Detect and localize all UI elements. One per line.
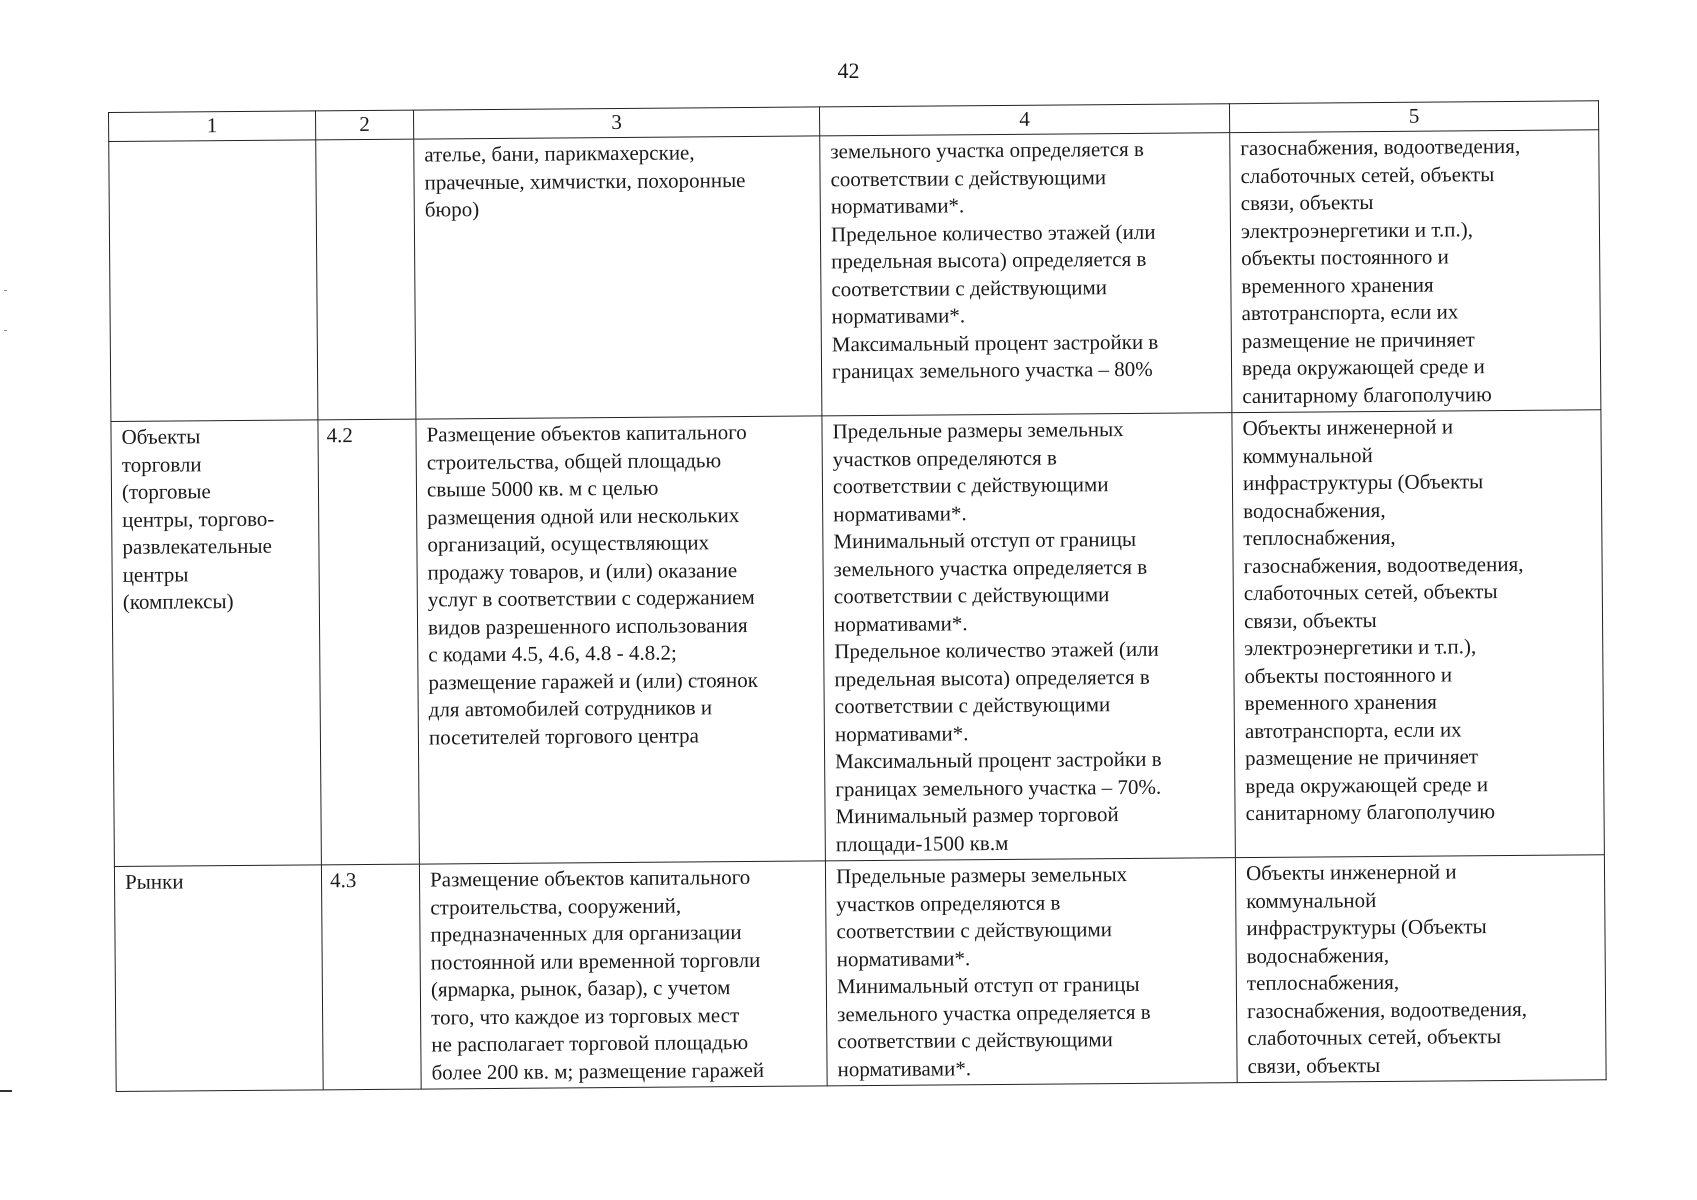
use-code-text: 4.2 <box>326 423 353 448</box>
table-row <box>114 855 1606 1092</box>
column-header-3: 3 <box>413 107 819 139</box>
column-header-1: 1 <box>109 111 316 142</box>
use-code-cell <box>321 864 421 1090</box>
column-header-5: 5 <box>1229 101 1598 133</box>
auxiliary-uses-cell <box>1230 130 1601 413</box>
table-row <box>111 410 1604 867</box>
use-code-text <box>324 142 403 143</box>
parameters-text: земельного участка определяется в соответствии с действующими нормативами*. Предельное количество этажей (или предельная высота) определяется в соответствии с действующими нормативами*. Максимальный процент застройки в границах земельного участка – 80% <box>830 136 1159 384</box>
use-name-text: Объекты торговли (торговые центры, торгово- развлекательные центры (комплексы) <box>121 424 275 614</box>
use-description-text: Размещение объектов капитального строительства, общей площадью свыше 5000 кв. м с целью размещения одной или нескольких организаций, осуществляющих продажу товаров, и (или) оказание услуг в соответствии с содержанием видов разрешенного использования с кодами 4.5, 4.6, 4.8 - 4.8.2; размещение гаражей и (или) стоянок для автомобилей сотрудников и посетителей торгового центра <box>426 419 758 749</box>
auxiliary-uses-cell <box>1232 410 1604 858</box>
auxiliary-uses-text: газоснабжения, водоотведения, слаботочных сетей, объекты связи, объекты электроэнергетики и т.п.), объекты постоянного и временного хранения автотранспорта, если их размещение не причиняет вреда окружающей среде и санитарному благополучию <box>1240 133 1521 408</box>
auxiliary-uses-text: Объекты инженерной и коммунальной инфраструктуры (Объекты водоснабжения, теплоснабжения, газоснабжения, водоотведения, слаботочных сетей, объекты связи, объекты <box>1245 859 1528 1078</box>
use-name-cell <box>111 420 321 867</box>
use-name-text <box>119 142 305 143</box>
column-header-2: 2 <box>315 110 413 140</box>
use-name-cell <box>114 865 323 1092</box>
scan-edge-mark <box>4 330 7 331</box>
use-code-text: 4.3 <box>329 868 357 893</box>
use-description-cell <box>419 861 827 1089</box>
use-description-text: Размещение объектов капитального строительства, сооружений, предназначенных для организации постоянной или временной торговли (ярмарка, рынок, базар), с учетом того, что каждое из торговых мест не располагает торговой площадью более 200 кв. м; размещение гаражей <box>429 864 765 1084</box>
use-name-text: Рынки <box>124 869 184 894</box>
parameters-text: Предельные размеры земельных участков определяются в соответствии с действующими нормативами*. Минимальный отступ от границы земельного участка определяется в соответствии с действующими нормативами*. <box>835 862 1151 1081</box>
auxiliary-uses-text: Объекты инженерной и коммунальной инфраструктуры (Объекты водоснабжения, теплоснабжения, газоснабжения, водоотведения, слаботочных сетей, объекты связи, объекты электроэнергетики и т.п.), объекты постоянного и временного хранения автотранспорта, если их размещение не причиняет вреда окружающей среде и санитарному благополучию <box>1242 414 1524 826</box>
auxiliary-uses-cell <box>1235 855 1606 1083</box>
parameters-cell <box>825 858 1237 1086</box>
binding-margin-mark <box>0 1090 12 1092</box>
column-header-4: 4 <box>819 104 1229 136</box>
use-name-cell <box>109 140 318 422</box>
use-code-cell <box>316 139 416 420</box>
parameters-text: Предельные размеры земельных участков определяются в соответствии с действующими нормативами*. Минимальный отступ от границы земельного участка определяется в соответствии с действующими нормативами*. Предельное количество этажей (или предельная высота) определяется в соответствии с действующими нормативами*. Максимальный процент застройки в границах земельного участка – 70%. Минимальный размер торговой площади-1500 кв.м <box>832 417 1162 856</box>
parameters-cell <box>820 133 1232 416</box>
scan-edge-mark <box>4 290 7 291</box>
table-row <box>109 130 1601 422</box>
use-code-cell <box>318 419 419 865</box>
use-description-cell <box>416 416 825 864</box>
parameters-cell <box>822 413 1235 861</box>
use-description-text: ателье, бани, парикмахерские, прачечные, химчистки, похоронные бюро) <box>424 140 746 222</box>
use-description-cell <box>414 136 822 419</box>
regulations-table <box>108 100 1607 1092</box>
page-number: 42 <box>837 58 860 83</box>
